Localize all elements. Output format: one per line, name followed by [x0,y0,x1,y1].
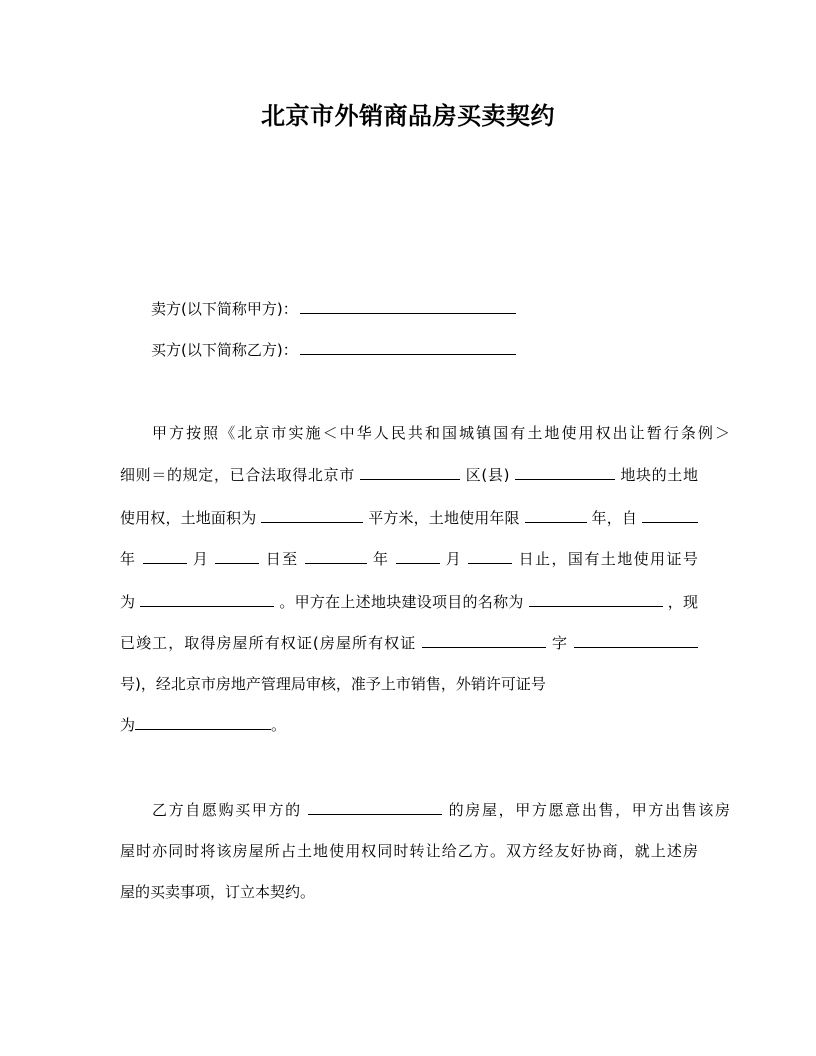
start-day-blank[interactable] [215,549,259,564]
ownership-no-blank[interactable] [574,633,698,648]
para1-line-6: 已竣工，取得房屋所有权证(房屋所有权证 字 [120,632,698,653]
start-year-blank[interactable] [642,508,698,523]
ownership-cert-blank[interactable] [422,633,546,648]
start-month-blank[interactable] [143,549,187,564]
seller-label: 卖方(以下简称甲方)： [151,300,298,318]
para2-line-2: 屋时亦同时将该房屋所占土地使用权同时转让给乙方。双方经友好协商，就上述房 [120,842,698,860]
para1-line-5: 为 。甲方在上述地块建设项目的名称为 ，现 [120,593,698,611]
para2-line-3: 屋的买卖事项，订立本契约。 [120,883,316,901]
para1-line-7: 号)，经北京市房地产管理局审核，准予上市销售，外销许可证号 [120,675,546,693]
sales-permit-blank[interactable] [135,715,271,730]
end-year-blank[interactable] [305,549,367,564]
land-area-blank[interactable] [261,508,363,523]
para1-line-2: 细则＝的规定，已合法取得北京市 区(县) 地块的土地 [120,466,698,484]
page-title: 北京市外销商品房买卖契约 [261,102,555,130]
land-cert-blank[interactable] [140,592,274,607]
project-name-blank[interactable] [529,592,663,607]
para1-line-1: 甲方按照《北京市实施＜中华人民共和国城镇国有土地使用权出让暂行条例＞ [152,424,730,442]
para1-line-4: 年 月 日至 年 月 日止，国有土地使用证号 [120,550,698,568]
house-blank[interactable] [308,800,442,815]
buyer-line [151,339,516,360]
buyer-label: 买方(以下简称乙方)： [151,341,298,359]
buyer-blank[interactable] [300,340,516,355]
land-term-blank[interactable] [525,508,587,523]
plot-blank[interactable] [515,465,615,480]
district-blank[interactable] [360,465,460,480]
para1-line-8: 为 。 [120,716,287,734]
para1-line-3: 使用权，土地面积为 平方米，土地使用年限 年，自 [120,507,698,528]
end-day-blank[interactable] [468,549,512,564]
end-month-blank[interactable] [396,549,440,564]
para2-line-1: 乙方自愿购买甲方的 的房屋，甲方愿意出售，甲方出售该房 [152,801,730,819]
seller-line [151,298,516,319]
seller-blank[interactable] [300,299,516,314]
